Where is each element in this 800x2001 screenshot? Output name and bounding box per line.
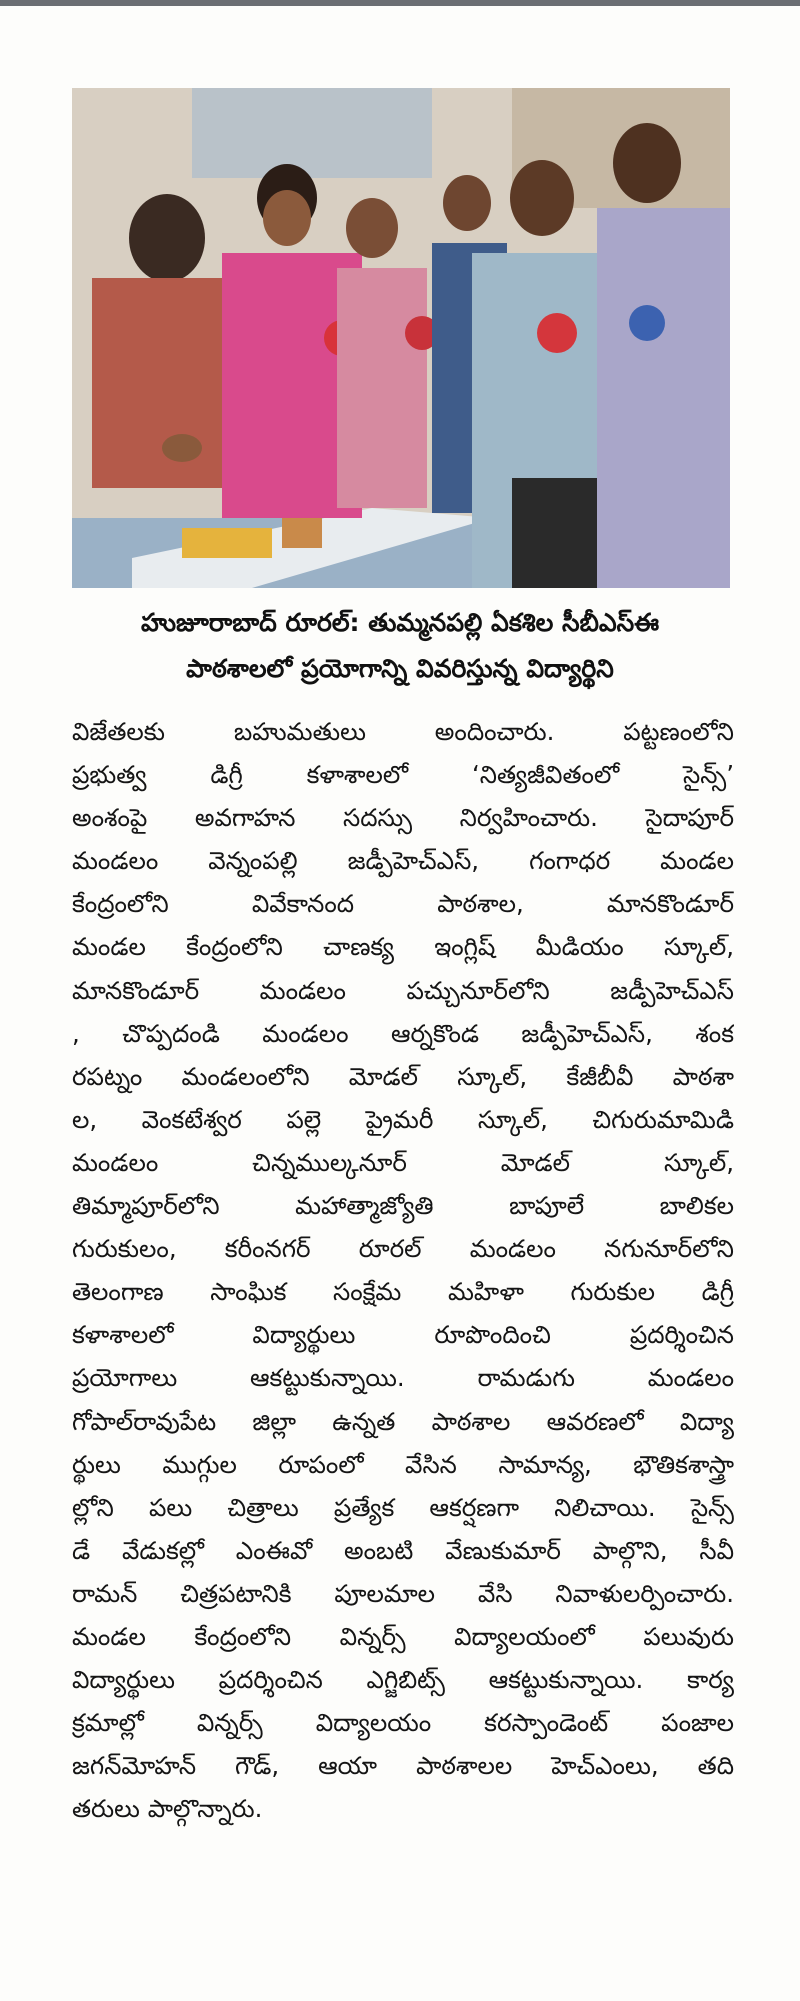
article-line: ప్రభుత్వ డిగ్రీ కళాశాలలో ‘నిత్యజీవితంలో సైన్స్’ xyxy=(72,760,734,790)
photo-caption xyxy=(50,600,750,692)
article-line: కేంద్రంలోని వివేకానంద పాఠశాల, మానకొండూర్ xyxy=(72,889,734,919)
article-line: అంశంపై అవగాహన సదస్సు నిర్వహించారు. సైదాపూర్ xyxy=(72,803,734,833)
article-line: మండల కేంద్రంలోని చాణక్య ఇంగ్లిష్ మీడియం స్కూల్, xyxy=(72,932,734,962)
article-line: తెలంగాణ సాంఘిక సంక్షేమ మహిళా గురుకుల డిగ్రీ xyxy=(72,1277,734,1307)
caption-line: పాఠశాలలో ప్రయోగాన్ని వివరిస్తున్న విద్యార్థిని xyxy=(186,654,614,683)
article-line: తరులు పాల్గొన్నారు. xyxy=(72,1794,263,1824)
article-line: విజేతలకు బహుమతులు అందించారు. పట్టణంలోని xyxy=(72,717,734,746)
article-line: ల్లోని పలు చిత్రాలు ప్రత్యేక ఆకర్షణగా నిలిచాయి. సైన్స్ xyxy=(72,1492,734,1522)
photo-icon xyxy=(72,88,730,588)
article-line: డే వేడుకల్లో ఎంఈవో అంబటి వేణుకుమార్ పాల్గొని, సీవీ xyxy=(72,1535,734,1565)
article-line: రామన్ చిత్రపటానికి పూలమాల వేసి నివాళులర్పించారు. xyxy=(72,1578,734,1608)
article-line: ప్రయోగాలు ఆకట్టుకున్నాయి. రామడుగు మండలం xyxy=(72,1363,734,1393)
article-line: గోపాల్‌రావుపేట జిల్లా ఉన్నత పాఠశాల ఆవరణలో విద్యా xyxy=(72,1406,734,1436)
article-line: , చొప్పదండి మండలం ఆర్నకొండ జడ్పీహెచ్ఎస్, శంక xyxy=(72,1018,734,1048)
article-body xyxy=(72,710,734,1830)
article-line: మండల కేంద్రంలోని విన్నర్స్ విద్యాలయంలో పలువురు xyxy=(72,1621,734,1651)
article-line: గురుకులం, కరీంనగర్ రూరల్ మండలం నగునూర్‌లోని xyxy=(72,1234,734,1264)
article-line: రపట్నం మండలంలోని మోడల్ స్కూల్, కేజీబీవీ పాఠశా xyxy=(72,1061,734,1091)
top-rule xyxy=(0,0,800,6)
article-line: జగన్‌మోహన్ గౌడ్, ఆయా పాఠశాలల హెచ్‌ఎంలు, తది xyxy=(72,1751,734,1781)
article-line: మండలం చిన్నముల్కనూర్ మోడల్ స్కూల్, xyxy=(72,1147,734,1177)
article-line: మానకొండూర్ మండలం పచ్చునూర్‌లోని జడ్పీహెచ్ఎస్ xyxy=(72,975,734,1005)
caption-line: హుజూరాబాద్ రూరల్: తుమ్మనపల్లి ఏకశిల సీబీఎస్ఈ xyxy=(140,608,660,637)
article-line: ర్థులు ముగ్గుల రూపంలో వేసిన సామాన్య, భౌతికశాస్త్రా xyxy=(72,1449,734,1479)
article-line: ల, వెంకటేశ్వర పల్లె ప్రైమరీ స్కూల్, చిగురుమామిడి xyxy=(72,1104,734,1134)
news-photo xyxy=(72,88,730,588)
article-line: మండలం వెన్నంపల్లి జడ్పీహెచ్ఎస్, గంగాధర మండల xyxy=(72,846,734,876)
article-line: విద్యార్థులు ప్రదర్శించిన ఎగ్జిబిట్స్ ఆకట్టుకున్నాయి. కార్య xyxy=(72,1665,734,1695)
article-line: కళాశాలలో విద్యార్థులు రూపొందించి ప్రదర్శించిన xyxy=(72,1320,734,1350)
article-line: తిమ్మాపూర్‌లోని మహాత్మాజ్యోతి బాపూలే బాలికల xyxy=(72,1191,734,1221)
article-line: క్రమాల్లో విన్నర్స్ విద్యాలయం కరస్పాండెంట్ పంజాల xyxy=(72,1708,734,1738)
